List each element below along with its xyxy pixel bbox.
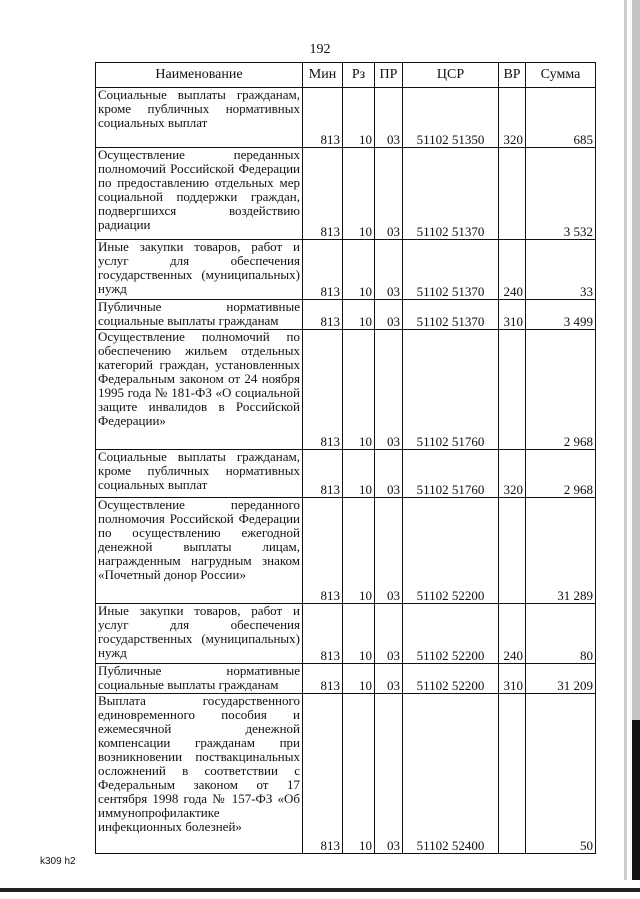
row-min: 813	[303, 330, 343, 450]
row-sum: 50	[526, 694, 596, 854]
row-vr: 240	[499, 240, 526, 300]
row-pr: 03	[375, 148, 403, 240]
row-name: Иные закупки товаров, работ и услуг для обеспечения государственных (муниципальных) нужд	[96, 604, 303, 664]
row-vr: 240	[499, 604, 526, 664]
row-csr: 51102 51370	[403, 148, 499, 240]
row-sum: 2 968	[526, 330, 596, 450]
table-row	[96, 604, 596, 664]
row-csr: 51102 51350	[403, 88, 499, 148]
row-sum: 2 968	[526, 450, 596, 498]
row-pr: 03	[375, 498, 403, 604]
row-csr: 51102 51370	[403, 300, 499, 330]
row-vr: 310	[499, 300, 526, 330]
row-min: 813	[303, 664, 343, 694]
row-rz: 10	[343, 300, 375, 330]
row-min: 813	[303, 300, 343, 330]
table-row	[96, 450, 596, 498]
row-vr: 320	[499, 88, 526, 148]
header-pr: ПР	[375, 63, 403, 88]
row-vr	[499, 148, 526, 240]
row-rz: 10	[343, 604, 375, 664]
table-row	[96, 330, 596, 450]
row-rz: 10	[343, 694, 375, 854]
row-vr: 320	[499, 450, 526, 498]
row-name: Социальные выплаты гражданам, кроме публичных нормативных социальных выплат	[96, 450, 303, 498]
scan-edge-right-lower	[632, 720, 640, 899]
row-rz: 10	[343, 330, 375, 450]
table-row	[96, 694, 596, 854]
row-rz: 10	[343, 664, 375, 694]
table-header-row	[96, 63, 596, 88]
row-sum: 33	[526, 240, 596, 300]
footer-code: k309 h2	[40, 856, 76, 867]
row-csr: 51102 52400	[403, 694, 499, 854]
row-name: Публичные нормативные социальные выплаты гражданам	[96, 300, 303, 330]
row-csr: 51102 52200	[403, 604, 499, 664]
row-name: Осуществление переданных полномочий Российской Федерации по предоставлению отдельных мер социальной поддержки граждан, подвергшихся воздействию радиации	[96, 148, 303, 240]
row-csr: 51102 51760	[403, 450, 499, 498]
row-name: Социальные выплаты гражданам, кроме публичных нормативных социальных выплат	[96, 88, 303, 148]
row-name: Осуществление полномочий по обеспечению жильем отдельных категорий граждан, установленных Федеральным законом от 24 ноября 1995 года № 181-ФЗ «О социальной защите инвалидов в Российской Федерации»	[96, 330, 303, 450]
row-csr: 51102 52200	[403, 664, 499, 694]
row-min: 813	[303, 694, 343, 854]
row-name: Иные закупки товаров, работ и услуг для обеспечения государственных (муниципальных) нужд	[96, 240, 303, 300]
row-sum: 80	[526, 604, 596, 664]
row-csr: 51102 51370	[403, 240, 499, 300]
header-min: Мин	[303, 63, 343, 88]
page-number: 192	[309, 42, 331, 57]
row-rz: 10	[343, 148, 375, 240]
row-csr: 51102 52200	[403, 498, 499, 604]
scan-edge-bottom	[0, 880, 640, 899]
row-sum: 31 209	[526, 664, 596, 694]
row-vr	[499, 694, 526, 854]
header-name: Наименование	[96, 63, 303, 88]
row-vr: 310	[499, 664, 526, 694]
row-name: Публичные нормативные социальные выплаты гражданам	[96, 664, 303, 694]
header-vr: ВР	[499, 63, 526, 88]
row-rz: 10	[343, 88, 375, 148]
row-sum: 685	[526, 88, 596, 148]
table-row	[96, 148, 596, 240]
row-csr: 51102 51760	[403, 330, 499, 450]
table-row	[96, 300, 596, 330]
row-rz: 10	[343, 240, 375, 300]
table-row	[96, 240, 596, 300]
row-min: 813	[303, 450, 343, 498]
header-rz: Рз	[343, 63, 375, 88]
row-name: Осуществление переданного полномочия Российской Федерации по осуществлению ежегодной денежной выплаты лицам, награжденным нагрудным знаком «Почетный донор России»	[96, 498, 303, 604]
row-pr: 03	[375, 604, 403, 664]
table-row	[96, 664, 596, 694]
row-min: 813	[303, 604, 343, 664]
row-min: 813	[303, 88, 343, 148]
row-sum: 3 532	[526, 148, 596, 240]
row-vr	[499, 330, 526, 450]
budget-table	[95, 62, 596, 854]
row-vr	[499, 498, 526, 604]
row-pr: 03	[375, 240, 403, 300]
row-rz: 10	[343, 450, 375, 498]
header-sum: Сумма	[526, 63, 596, 88]
header-csr: ЦСР	[403, 63, 499, 88]
row-min: 813	[303, 240, 343, 300]
row-pr: 03	[375, 664, 403, 694]
table-row	[96, 88, 596, 148]
row-pr: 03	[375, 88, 403, 148]
row-sum: 3 499	[526, 300, 596, 330]
row-pr: 03	[375, 300, 403, 330]
row-min: 813	[303, 498, 343, 604]
table-row	[96, 498, 596, 604]
row-name: Выплата государственного единовременного пособия и ежемесячной денежной компенсации гражданам при возникновении поствакцинальных осложнений в соответствии с Федеральным законом от 17 сентября 1998 года № 157-ФЗ «Об иммунопрофилактике инфекционных болезней»	[96, 694, 303, 854]
row-rz: 10	[343, 498, 375, 604]
row-min: 813	[303, 148, 343, 240]
row-pr: 03	[375, 330, 403, 450]
row-sum: 31 289	[526, 498, 596, 604]
row-pr: 03	[375, 694, 403, 854]
row-pr: 03	[375, 450, 403, 498]
